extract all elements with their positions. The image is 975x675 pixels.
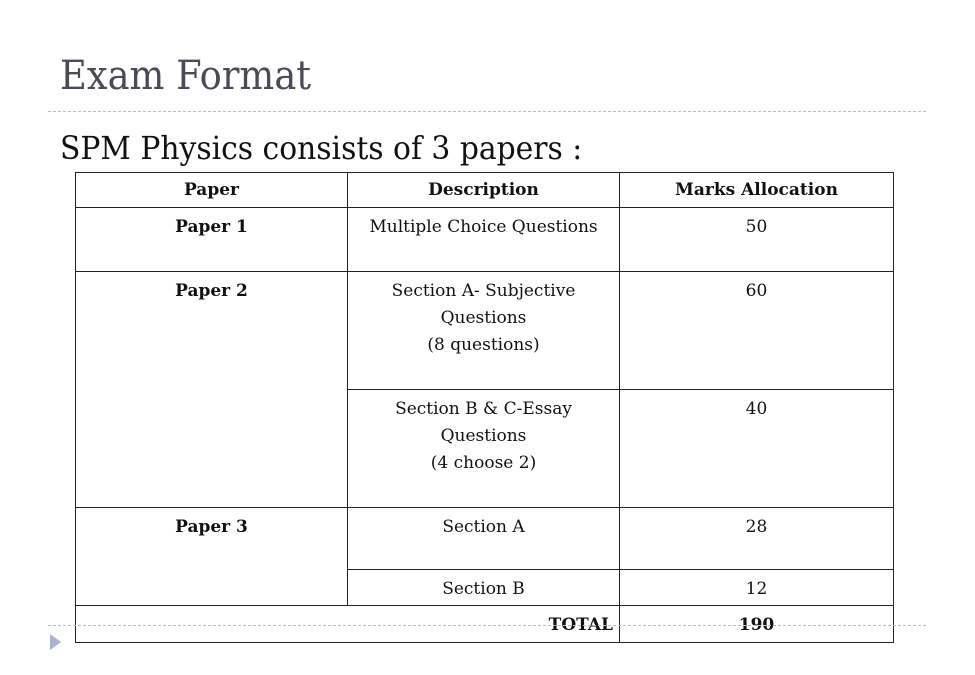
slide-title: Exam Format xyxy=(60,53,312,99)
slide-subtitle: SPM Physics consists of 3 papers : xyxy=(60,129,583,167)
description-line: Questions xyxy=(440,426,527,446)
description-line: Section A- Subjective xyxy=(391,281,576,301)
marks-cell: 12 xyxy=(620,570,894,606)
description-cell xyxy=(348,272,620,390)
marks-cell: 40 xyxy=(620,390,894,508)
paper-cell: Paper 2 xyxy=(76,272,348,508)
footer-divider xyxy=(48,625,926,626)
table-row xyxy=(76,272,894,390)
paper-cell: Paper 1 xyxy=(76,208,348,272)
description-cell xyxy=(348,390,620,508)
triangle-right-icon xyxy=(50,634,61,650)
description-cell xyxy=(348,508,620,570)
header-paper: Paper xyxy=(76,173,348,208)
table-header-row xyxy=(76,173,894,208)
header-description: Description xyxy=(348,173,620,208)
table-row xyxy=(76,208,894,272)
description-line: Section A xyxy=(442,517,525,537)
total-label: TOTAL xyxy=(76,606,620,643)
description-cell xyxy=(348,208,620,272)
exam-format-table xyxy=(75,172,894,643)
marks-cell: 50 xyxy=(620,208,894,272)
total-row xyxy=(76,606,894,643)
description-line: Section B & C-Essay xyxy=(395,399,572,419)
total-value: 190 xyxy=(620,606,894,643)
title-divider xyxy=(48,111,926,112)
paper-cell: Paper 3 xyxy=(76,508,348,606)
marks-cell: 60 xyxy=(620,272,894,390)
table-row xyxy=(76,508,894,570)
description-line: Section B xyxy=(442,579,525,599)
description-line: Questions xyxy=(440,308,527,328)
description-line: (4 choose 2) xyxy=(430,453,537,473)
marks-cell: 28 xyxy=(620,508,894,570)
description-cell xyxy=(348,570,620,606)
description-line: Multiple Choice Questions xyxy=(369,217,598,237)
header-marks: Marks Allocation xyxy=(620,173,894,208)
description-line: (8 questions) xyxy=(427,335,540,355)
